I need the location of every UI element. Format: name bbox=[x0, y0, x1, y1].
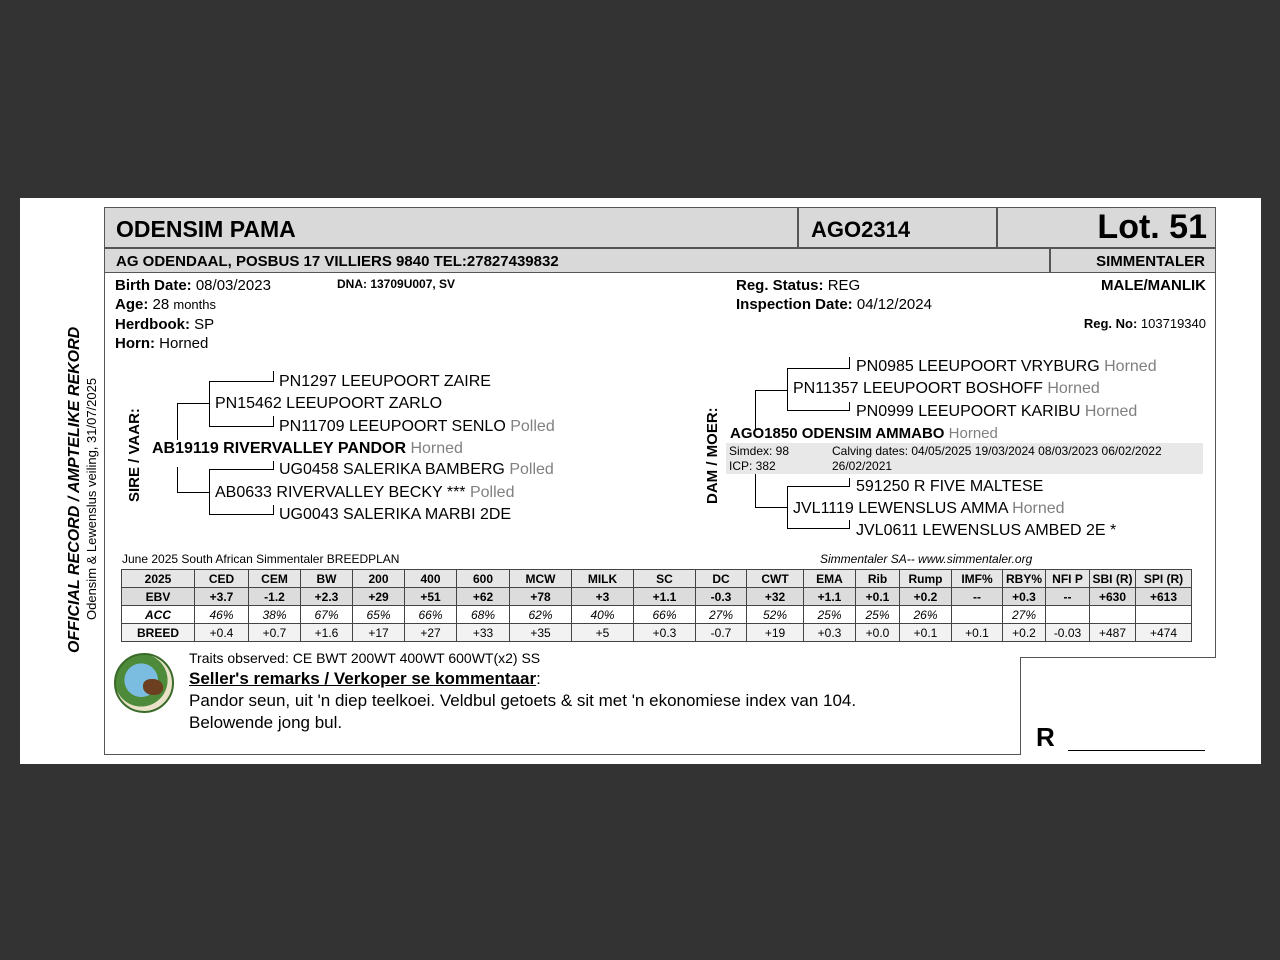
logo bbox=[114, 653, 174, 713]
breedplan-header-cell: MILK bbox=[572, 570, 634, 588]
name-cell bbox=[104, 207, 798, 248]
breedplan-cell: 38% bbox=[249, 606, 301, 624]
breeder-info: AG ODENDAAL, POSBUS 17 VILLIERS 9840 TEL:27827439832 bbox=[116, 253, 559, 270]
breedplan-cell: EBV bbox=[122, 588, 195, 606]
breedplan-cell: +474 bbox=[1136, 624, 1192, 642]
breedplan-cell: 67% bbox=[301, 606, 353, 624]
breedplan-header-cell: CEM bbox=[249, 570, 301, 588]
breedplan-cell: +33 bbox=[457, 624, 510, 642]
animal-name: ODENSIM PAMA bbox=[116, 216, 296, 242]
breedplan-cell bbox=[1136, 606, 1192, 624]
breed-cell bbox=[1050, 248, 1216, 273]
breedplan-cell: +0.1 bbox=[952, 624, 1003, 642]
breedplan-cell: 65% bbox=[353, 606, 405, 624]
breedplan-cell: +35 bbox=[510, 624, 572, 642]
breedplan-cell: +613 bbox=[1136, 588, 1192, 606]
breedplan-caption: June 2025 South African Simmentaler BREEDPLAN bbox=[122, 552, 400, 566]
breedplan-cell: 27% bbox=[696, 606, 747, 624]
breedplan-cell: +29 bbox=[353, 588, 405, 606]
breedplan-cell: 25% bbox=[804, 606, 856, 624]
remarks-title: Seller's remarks / Verkoper se kommentaar: bbox=[189, 669, 541, 688]
breedplan-cell bbox=[1090, 606, 1136, 624]
sire-sire-sire: PN1297 LEEUPOORT ZAIRE bbox=[279, 373, 491, 390]
reg-status: Reg. Status: REG bbox=[736, 277, 861, 294]
breedplan-cell: +17 bbox=[353, 624, 405, 642]
dam-sire: PN11357 LEEUPOORT BOSHOFF Horned bbox=[793, 380, 1100, 397]
breedplan-cell: +0.2 bbox=[1003, 624, 1046, 642]
breedplan-cell: 27% bbox=[1003, 606, 1046, 624]
remarks-line-1: Pandor seun, uit 'n diep teelkoei. Veldbul getoets & sit met 'n ekonomiese index van 104. bbox=[189, 691, 857, 710]
sire-sire-dam: PN11709 LEEUPOORT SENLO Polled bbox=[279, 418, 555, 435]
breedplan-cell: 46% bbox=[195, 606, 249, 624]
breedplan-cell: +0.3 bbox=[634, 624, 696, 642]
breedplan-cell: +1.6 bbox=[301, 624, 353, 642]
breedplan-cell: +51 bbox=[405, 588, 457, 606]
breedplan-header-cell: RBY% bbox=[1003, 570, 1046, 588]
breedplan-cell: +0.0 bbox=[856, 624, 900, 642]
breedplan-cell: +0.3 bbox=[1003, 588, 1046, 606]
breedplan-cell: -0.3 bbox=[696, 588, 747, 606]
breedplan-cell: 66% bbox=[405, 606, 457, 624]
breedplan-header-cell: 600 bbox=[457, 570, 510, 588]
breedplan-cell: +78 bbox=[510, 588, 572, 606]
breedplan-header-cell: CED bbox=[195, 570, 249, 588]
breedplan-header-cell: CWT bbox=[747, 570, 804, 588]
breedplan-cell: +27 bbox=[405, 624, 457, 642]
breedplan-cell: +3.7 bbox=[195, 588, 249, 606]
simdex: Simdex: 98 bbox=[729, 444, 790, 458]
herdbook: Herdbook: SP bbox=[115, 316, 215, 333]
breedplan-cell bbox=[952, 606, 1003, 624]
breedplan-cell: -- bbox=[952, 588, 1003, 606]
calving-dates-2: 26/02/2021 bbox=[832, 459, 893, 473]
breedplan-header-cell: 400 bbox=[405, 570, 457, 588]
breedplan-cell: 26% bbox=[900, 606, 952, 624]
breedplan-header-cell: SPI (R) bbox=[1136, 570, 1192, 588]
breeder-cell bbox=[104, 248, 1050, 273]
dam-stats bbox=[726, 443, 1203, 474]
sire-label: SIRE / VAAR: bbox=[126, 408, 143, 502]
breed-name: SIMMENTALER bbox=[1096, 253, 1205, 270]
breedplan-header-cell: SBI (R) bbox=[1090, 570, 1136, 588]
birth-date: Birth Date: 08/03/2023 bbox=[115, 277, 271, 294]
breedplan-cell: BREED bbox=[122, 624, 195, 642]
breedplan-cell: +3 bbox=[572, 588, 634, 606]
breedplan-header-cell: 200 bbox=[353, 570, 405, 588]
lot-card bbox=[20, 198, 1261, 764]
breedplan-row bbox=[122, 606, 1192, 624]
breedplan-source: Simmentaler SA-- www.simmentaler.org bbox=[820, 552, 1033, 566]
breedplan-cell: 62% bbox=[510, 606, 572, 624]
breedplan-cell: +1.1 bbox=[804, 588, 856, 606]
sire-sire: PN15462 LEEUPOORT ZARLO bbox=[215, 395, 443, 412]
breedplan-header-cell: NFI P bbox=[1046, 570, 1090, 588]
breedplan-header-cell: EMA bbox=[804, 570, 856, 588]
sire-name: AB19119 RIVERVALLEY PANDOR Horned bbox=[152, 440, 463, 457]
dna-info: DNA: 13709U007, SV bbox=[337, 277, 456, 291]
breedplan-cell: -1.2 bbox=[249, 588, 301, 606]
price-label: R bbox=[1036, 722, 1055, 752]
animal-id: AGO2314 bbox=[811, 217, 911, 242]
breedplan-cell: -0.7 bbox=[696, 624, 747, 642]
breedplan-cell: 52% bbox=[747, 606, 804, 624]
sire-dam-sire: UG0458 SALERIKA BAMBERG Polled bbox=[279, 461, 554, 478]
cow-head-icon bbox=[143, 679, 163, 695]
age: Age: 28 months bbox=[115, 296, 217, 313]
breedplan-cell: +0.1 bbox=[856, 588, 900, 606]
breedplan-cell: +5 bbox=[572, 624, 634, 642]
breedplan-cell: +0.1 bbox=[900, 624, 952, 642]
breedplan-header-cell: MCW bbox=[510, 570, 572, 588]
breedplan-header-cell: Rump bbox=[900, 570, 952, 588]
dam-sire-sire: PN0985 LEEUPOORT VRYBURG Horned bbox=[856, 358, 1157, 375]
breedplan-cell: +0.3 bbox=[804, 624, 856, 642]
sire-dam: AB0633 RIVERVALLEY BECKY *** Polled bbox=[215, 484, 515, 501]
traits-observed: Traits observed: CE BWT 200WT 400WT 600WT(x2) SS bbox=[189, 650, 541, 666]
sale-label: Odensim & Lewenslus veiling, 31/07/2025 bbox=[84, 377, 99, 620]
breedplan-cell: 66% bbox=[634, 606, 696, 624]
breedplan-cell: -0.03 bbox=[1046, 624, 1090, 642]
official-record-label: OFFICIAL RECORD / AMPTELIKE REKORD bbox=[66, 326, 83, 653]
dam-label: DAM / MOER: bbox=[704, 407, 721, 504]
breedplan-header-row bbox=[122, 570, 1192, 588]
reg-no: Reg. No: 103719340 bbox=[1083, 316, 1206, 331]
id-cell bbox=[798, 207, 997, 248]
breedplan-row bbox=[122, 588, 1192, 606]
breedplan-cell: 40% bbox=[572, 606, 634, 624]
breedplan-cell: 68% bbox=[457, 606, 510, 624]
calving-dates: Calving dates: 04/05/2025 19/03/2024 08/03/2023 06/02/2022 bbox=[832, 444, 1162, 458]
breedplan-cell: +19 bbox=[747, 624, 804, 642]
lot-number: Lot. 51 bbox=[1097, 208, 1207, 246]
breedplan-cell: +0.7 bbox=[249, 624, 301, 642]
dam-dam: JVL1119 LEWENSLUS AMMA Horned bbox=[793, 500, 1065, 517]
breedplan-header-cell: IMF% bbox=[952, 570, 1003, 588]
breedplan-cell: +487 bbox=[1090, 624, 1136, 642]
breedplan-table bbox=[121, 569, 1192, 642]
breedplan-header-cell: Rib bbox=[856, 570, 900, 588]
dam-dam-sire: 591250 R FIVE MALTESE bbox=[856, 478, 1044, 495]
breedplan-cell: +62 bbox=[457, 588, 510, 606]
sire-dam-dam: UG0043 SALERIKA MARBI 2DE bbox=[279, 506, 512, 523]
breedplan-cell: -- bbox=[1046, 588, 1090, 606]
breedplan-cell: 25% bbox=[856, 606, 900, 624]
breedplan-header-cell: SC bbox=[634, 570, 696, 588]
breedplan-cell bbox=[1046, 606, 1090, 624]
dam-dam-dam: JVL0611 LEWENSLUS AMBED 2E * bbox=[856, 522, 1117, 539]
breedplan-cell: +32 bbox=[747, 588, 804, 606]
breedplan-header-cell: DC bbox=[696, 570, 747, 588]
horn-status: Horn: Horned bbox=[115, 335, 209, 352]
breedplan-cell: +1.1 bbox=[634, 588, 696, 606]
lot-cell bbox=[997, 207, 1216, 248]
sex: MALE/MANLIK bbox=[1101, 277, 1206, 294]
price-input-line[interactable] bbox=[1068, 750, 1205, 751]
remarks-line-2: Belowende jong bul. bbox=[189, 713, 343, 732]
breedplan-row bbox=[122, 624, 1192, 642]
breedplan-cell: +0.4 bbox=[195, 624, 249, 642]
icp: ICP: 382 bbox=[729, 459, 776, 473]
dam-sire-dam: PN0999 LEEUPOORT KARIBU Horned bbox=[856, 403, 1138, 420]
breedplan-cell: +0.2 bbox=[900, 588, 952, 606]
inspection-date: Inspection Date: 04/12/2024 bbox=[736, 296, 932, 313]
breedplan-cell: +630 bbox=[1090, 588, 1136, 606]
breedplan-header-cell: BW bbox=[301, 570, 353, 588]
breedplan-cell: ACC bbox=[122, 606, 195, 624]
breedplan-header-cell: 2025 bbox=[122, 570, 195, 588]
dam-name: AGO1850 ODENSIM AMMABO Horned bbox=[730, 425, 998, 442]
breedplan-cell: +2.3 bbox=[301, 588, 353, 606]
